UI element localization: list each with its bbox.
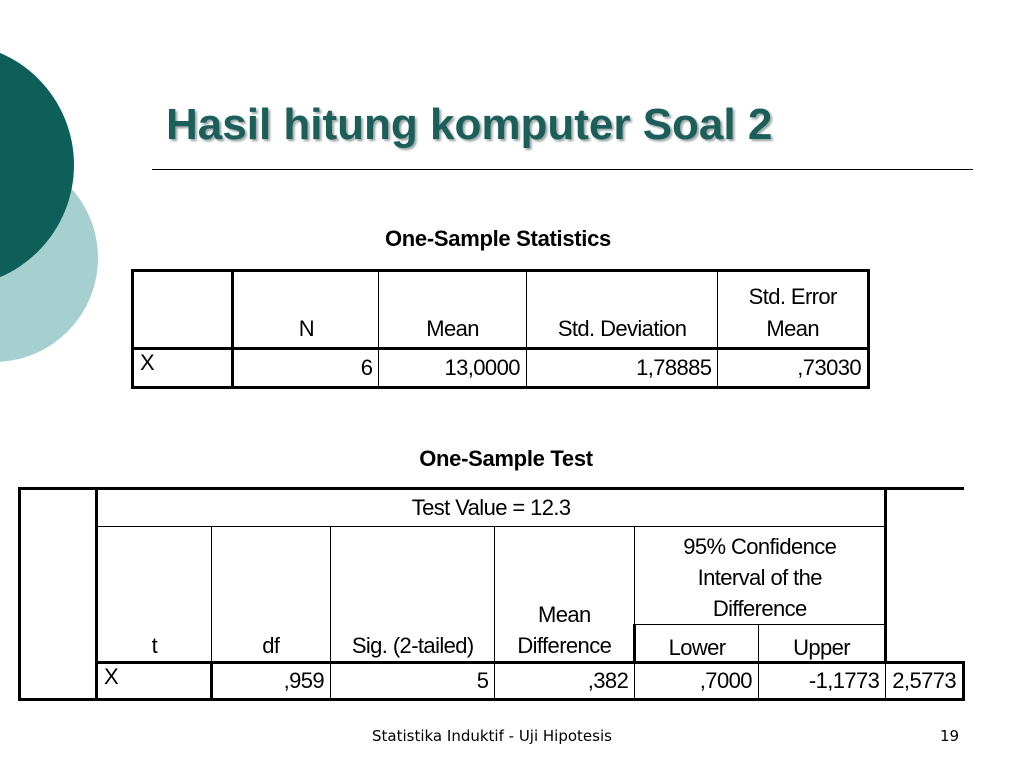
header-std-error-mean	[718, 271, 869, 349]
cell-t: ,959	[211, 663, 330, 700]
test-value-header: Test Value = 12.3	[97, 489, 886, 527]
header-n: N	[233, 271, 379, 349]
header-line: 95% Confidence	[683, 534, 837, 559]
header-confidence-interval	[635, 527, 886, 625]
header-line: Mean	[537, 602, 591, 627]
stats-table-caption: One-Sample Statistics	[384, 226, 611, 251]
header-line: Std. Error	[748, 284, 837, 309]
cell-mean-difference: ,7000	[635, 663, 759, 700]
header-line: Mean	[766, 316, 820, 341]
cell-lower: -1,1773	[758, 663, 885, 700]
header-mean: Mean	[379, 271, 526, 349]
title-underline	[152, 169, 973, 170]
test-table-caption: One-Sample Test	[419, 446, 593, 471]
test-value-row	[20, 489, 964, 527]
header-stub-cell	[133, 271, 233, 349]
row-label: X	[97, 663, 212, 700]
header-df: df	[211, 527, 330, 663]
header-t: t	[97, 527, 212, 663]
header-mean-difference	[495, 527, 635, 663]
header-line: Interval of the	[697, 565, 822, 590]
decorative-circles	[0, 0, 120, 420]
slide-title: Hasil hitung komputer Soal 2	[166, 100, 773, 149]
header-line: Difference	[517, 633, 612, 658]
one-sample-test-table	[18, 487, 965, 701]
table-header-row	[20, 527, 964, 625]
footer-text: Statistika Induktif - Uji Hipotesis	[372, 727, 612, 745]
table-row	[20, 663, 964, 700]
header-sig: Sig. (2-tailed)	[331, 527, 495, 663]
one-sample-statistics-table	[131, 269, 870, 389]
cell-std-error-mean: ,73030	[718, 349, 869, 388]
cell-df: 5	[331, 663, 495, 700]
cell-std-deviation: 1,78885	[526, 349, 718, 388]
header-line: Difference	[712, 596, 807, 621]
page-number: 19	[940, 727, 960, 745]
cell-n: 6	[233, 349, 379, 388]
cell-upper: 2,5773	[886, 663, 964, 700]
cell-mean: 13,0000	[379, 349, 526, 388]
header-lower: Lower	[635, 625, 759, 663]
row-label: X	[133, 349, 233, 388]
cell-sig: ,382	[495, 663, 635, 700]
table-row	[133, 349, 869, 388]
table-header-row	[133, 271, 869, 349]
header-std-deviation: Std. Deviation	[526, 271, 718, 349]
header-stub-cell	[20, 489, 97, 700]
header-upper: Upper	[758, 625, 885, 663]
